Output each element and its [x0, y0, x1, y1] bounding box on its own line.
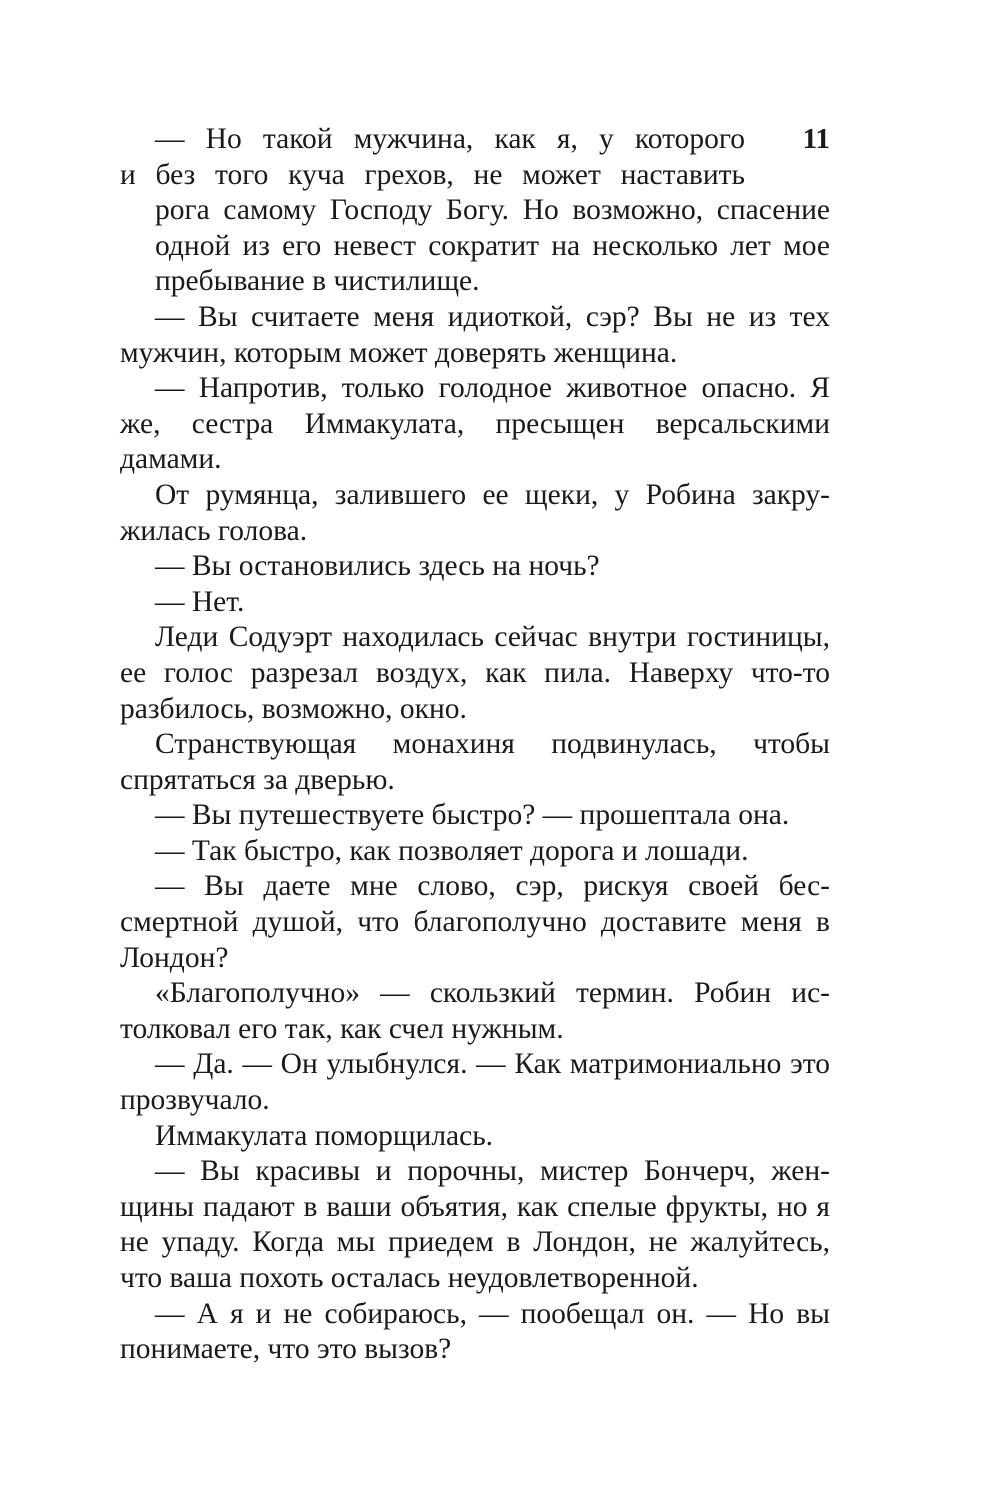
- paragraph-1: [120, 122, 830, 300]
- paragraph-12: «Благополучно» — скользкий термин. Робин истолковал его так, как счел нужным.: [120, 977, 830, 1045]
- paragraph-3: — Напротив, только голодное животное опасно. Я же, сестра Иммакулата, пресыщен версальскими дамами.: [120, 372, 830, 476]
- paragraph-4: От румянца, залившего ее щеки, у Робина закружилась голова.: [120, 478, 830, 547]
- paragraph-10: — Так быстро, как позволяет дорога и лошади.: [155, 834, 749, 867]
- page-number: 11: [802, 123, 830, 155]
- paragraph-1-line-1: — Но такой мужчина, как я, у которого: [155, 123, 745, 155]
- paragraph-8: Странствующая монахиня подвинулась, чтобы спрятаться за дверью.: [120, 728, 830, 796]
- paragraph-13: — Да. — Он улыбнулся. — Как матримониально это прозвучало.: [120, 1048, 830, 1117]
- paragraph-16: — А я и не собираюсь, — пообещал он. — Но вы понимаете, что это вызов?: [120, 1297, 830, 1366]
- paragraph-7: Леди Содуэрт находилась сейчас внутри гостиницы, ее голос разрезал воздух, как пила. Наверху что-то разбилось, возможно, окно.: [120, 621, 830, 725]
- paragraph-1-line-5: пребывание в чистилище.: [155, 265, 480, 298]
- paragraph-14: Иммакулата поморщилась.: [155, 1119, 494, 1152]
- paragraph-1-line-2: и без того куча грехов, не может наставить: [120, 158, 745, 191]
- paragraph-1-line-4: одной из его невест сократит на несколько лет мое: [155, 229, 830, 262]
- paragraph-5: — Вы остановились здесь на ночь?: [155, 550, 600, 583]
- paragraph-1-line-3: рога самому Господу Богу. Но возможно, спасение: [155, 194, 830, 227]
- body-text: [120, 122, 830, 1368]
- paragraph-9: — Вы путешествуете быстро? — прошептала она.: [155, 799, 790, 832]
- paragraph-15: — Вы красивы и порочны, мистер Бончерч, женщины падают в ваши объятия, как спелые фрукты, но я не упаду. Когда мы приедем в Лондон, не жалуйтесь, что ваша похоть осталась неудовлетворенной.: [120, 1155, 830, 1294]
- paragraph-11: — Вы даете мне слово, сэр, рискуя своей бессмертной душой, что благополучно доставите меня в Лондон?: [120, 870, 830, 974]
- paragraph-6: — Нет.: [155, 585, 245, 618]
- paragraph-2: — Вы считаете меня идиоткой, сэр? Вы не из тех мужчин, которым может доверять женщина.: [120, 300, 830, 369]
